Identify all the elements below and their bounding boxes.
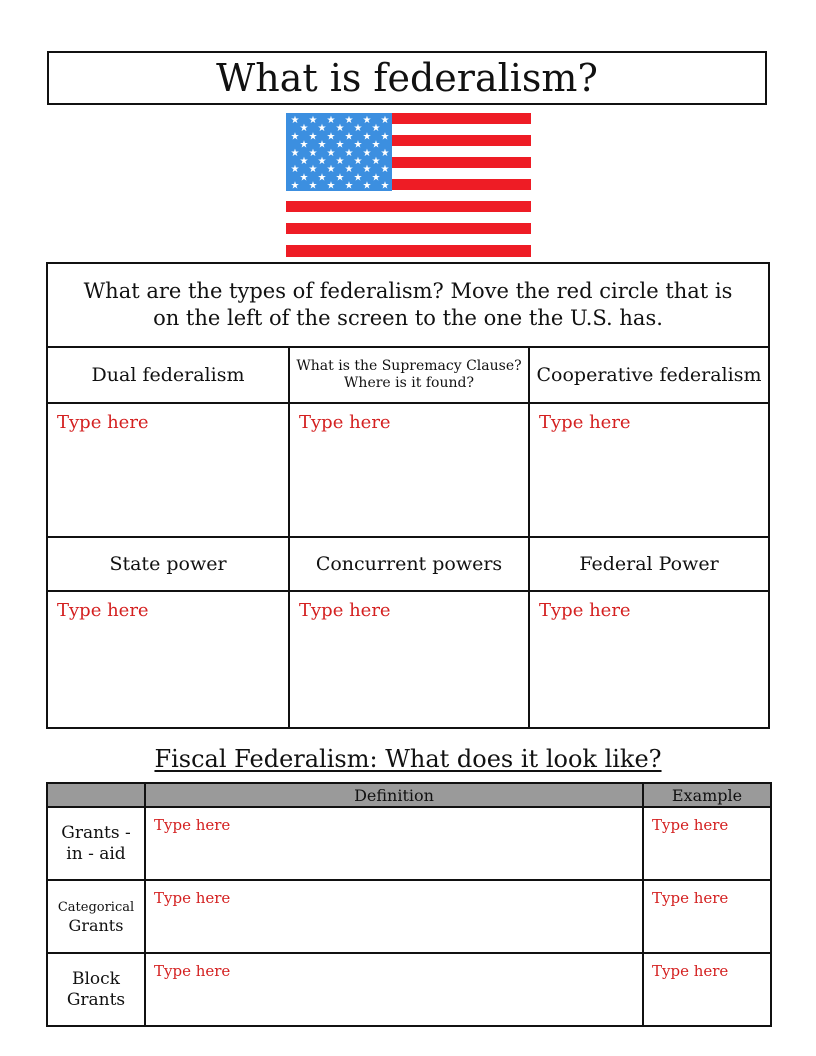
flag-star: ★ [308, 115, 318, 126]
fiscal-heading: Fiscal Federalism: What does it look like? [154, 745, 662, 773]
flag-star: ★ [344, 131, 354, 143]
flag-star: ★ [353, 172, 363, 184]
row-label-block-grants [47, 953, 145, 1026]
flag-star: ★ [362, 115, 372, 126]
flag-star: ★ [326, 147, 336, 159]
flag-star: ★ [299, 139, 309, 151]
definition-answer[interactable]: Type here [154, 962, 231, 980]
answer-concurrent-powers[interactable]: Type here [299, 600, 391, 621]
header-dual-federalism: Dual federalism [91, 363, 245, 386]
flag-star: ★ [371, 156, 381, 167]
flag-star: ★ [380, 180, 390, 192]
flag-star: ★ [380, 131, 390, 143]
flag-star: ★ [335, 156, 345, 167]
types-question: What are the types of federalism? Move the red circle that is on the left of the screen to the one the U.S. has. [48, 264, 768, 348]
answer-supremacy-clause[interactable]: Type here [299, 412, 391, 433]
flag-star: ★ [344, 164, 354, 176]
flag-star: ★ [362, 164, 372, 176]
flag-star: ★ [362, 131, 372, 143]
header-cooperative-federalism: Cooperative federalism [536, 363, 762, 386]
flag-star: ★ [326, 115, 336, 126]
answer-federal-power[interactable]: Type here [539, 600, 631, 621]
flag-star: ★ [344, 115, 354, 126]
definition-answer[interactable]: Type here [154, 816, 231, 834]
flag-star: ★ [299, 172, 309, 184]
flag-star: ★ [308, 147, 318, 159]
flag-star: ★ [308, 131, 318, 143]
fiscal-federalism-table [46, 782, 772, 1027]
table-row [47, 807, 771, 880]
row-label-categorical-grants [47, 880, 145, 953]
flag-star: ★ [362, 180, 372, 192]
example-answer[interactable]: Type here [652, 962, 729, 980]
divider [48, 536, 768, 538]
flag-star: ★ [335, 123, 345, 135]
example-cell[interactable] [643, 880, 771, 953]
flag-star: ★ [326, 180, 336, 192]
flag-star: ★ [344, 180, 354, 192]
definition-cell[interactable] [145, 953, 643, 1026]
flag-star: ★ [362, 147, 372, 159]
flag-star: ★ [371, 139, 381, 151]
row-label-line: Categorical [57, 899, 135, 915]
divider [288, 348, 290, 727]
us-flag-icon [286, 113, 531, 257]
flag-star: ★ [353, 123, 363, 135]
header-concurrent-powers: Concurrent powers [315, 552, 503, 575]
row-label-line: Block [72, 968, 120, 989]
header-state-power: State power [109, 552, 227, 575]
flag-star: ★ [371, 123, 381, 135]
federalism-types-table [46, 262, 770, 729]
header-federal-power: Federal Power [579, 552, 719, 575]
flag-star: ★ [353, 139, 363, 151]
flag-star: ★ [299, 123, 309, 135]
flag-star: ★ [326, 131, 336, 143]
answer-state-power[interactable]: Type here [57, 600, 149, 621]
flag-star: ★ [335, 139, 345, 151]
table-row [47, 953, 771, 1026]
row-label-line: Grants - [61, 822, 131, 843]
flag-star: ★ [317, 139, 327, 151]
flag-star: ★ [308, 180, 318, 192]
column-header-example: Example [643, 783, 771, 807]
flag-star: ★ [290, 147, 300, 159]
flag-star: ★ [335, 172, 345, 184]
flag-star: ★ [380, 115, 390, 126]
divider [48, 402, 768, 404]
divider [528, 348, 530, 727]
example-answer[interactable]: Type here [652, 816, 729, 834]
flag-star: ★ [326, 164, 336, 176]
flag-star: ★ [290, 164, 300, 176]
flag-star: ★ [380, 164, 390, 176]
table-header-row [47, 783, 771, 807]
flag-star: ★ [299, 156, 309, 167]
header-supremacy-clause: What is the Supremacy Clause? Where is it found? [296, 358, 522, 391]
flag-star: ★ [317, 123, 327, 135]
divider [48, 590, 768, 592]
definition-cell[interactable] [145, 807, 643, 880]
answer-cooperative-federalism[interactable]: Type here [539, 412, 631, 433]
table-row [47, 880, 771, 953]
flag-star: ★ [317, 172, 327, 184]
row-label-line: in - aid [66, 843, 126, 864]
row-label-line: Grants [66, 989, 126, 1010]
flag-star: ★ [308, 164, 318, 176]
flag-star: ★ [371, 172, 381, 184]
flag-star: ★ [290, 115, 300, 126]
example-answer[interactable]: Type here [652, 889, 729, 907]
flag-star: ★ [290, 131, 300, 143]
example-cell[interactable] [643, 807, 771, 880]
flag-star: ★ [317, 156, 327, 167]
flag-star: ★ [344, 147, 354, 159]
definition-cell[interactable] [145, 880, 643, 953]
definition-answer[interactable]: Type here [154, 889, 231, 907]
example-cell[interactable] [643, 953, 771, 1026]
flag-star: ★ [290, 180, 300, 192]
page-title: What is federalism? [47, 51, 767, 105]
column-header-blank [47, 783, 145, 807]
row-label-line: Grants [68, 915, 124, 935]
answer-dual-federalism[interactable]: Type here [57, 412, 149, 433]
flag-star: ★ [380, 147, 390, 159]
flag-star: ★ [353, 156, 363, 167]
column-header-definition: Definition [145, 783, 643, 807]
row-label-grants-in-aid [47, 807, 145, 880]
